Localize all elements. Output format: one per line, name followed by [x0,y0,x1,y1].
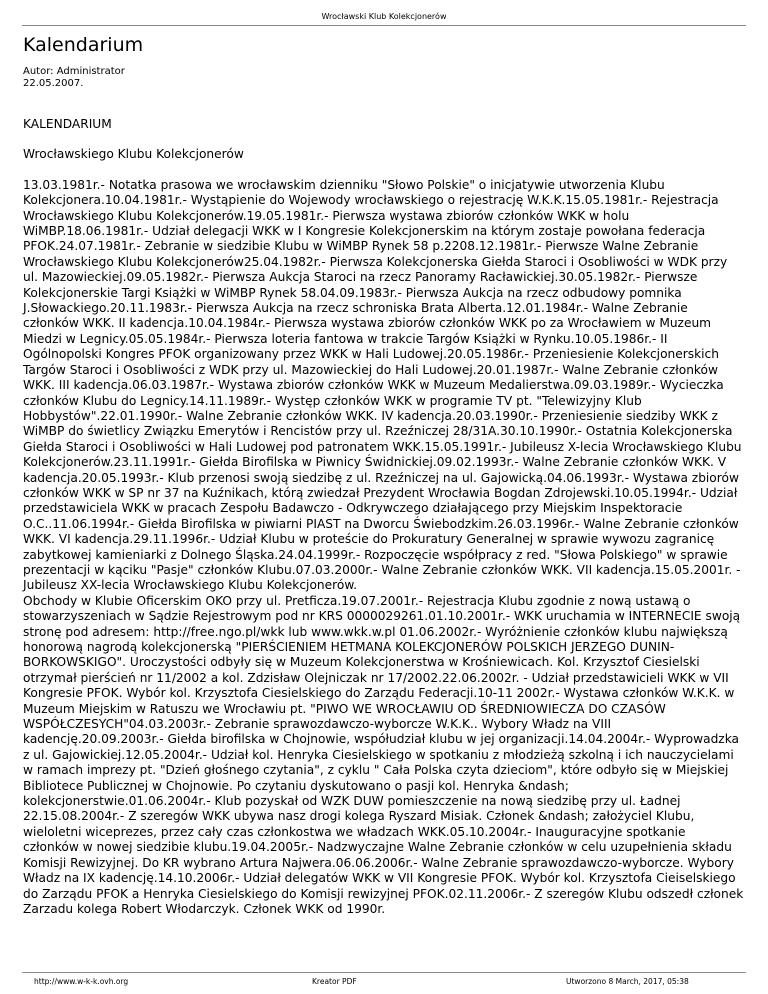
site-header: Wrocławski Klub Kolekcjonerów [321,12,447,21]
content-body: 13.03.1981r.- Notatka prasowa we wrocławskim dzienniku "Słowo Polskie" o inicjatywie utworzenia Klubu Kolekcjonera.10.04.1981r.- Wystąpienie do Wojewody wrocławskiego o rejestrację W.K.K.15.05.1981r.- Rejestracja Wrocławskiego Klubu Kolekcjonerów.19.05.1981r.- Pierwsza wystawa zbiorów członków WKK w holu WiMBP.18.06.1981r.- Udział delegacji WKK w I Kongresie Kolekcjonerskim na którym zostaje powołana federacja PFOK.24.07.1981r.- Zebranie w siedzibie Klubu w WiMBP Rynek 58 p.2208.12.1981r.- Pierwsze Walne Zebranie Wrocławskiego Klubu Kolekcjonerów25.04.1982r.- Pierwsza Kolekcjonerska Giełda Staroci i Osobliwości w WDK przy ul. Mazowieckiej.09.05.1982r.- Pierwsza Aukcja Staroci na rzecz Panoramy Racławickiej.30.05.1982r.- Pierwsze Kolekcjonerskie Targi Książki w WiMBP Rynek 58.04.09.1983r.- Pierwsza Aukcja na rzecz odbudowy pomnika J.Słowackiego.20.11.1983r.- Pierwsza Aukcja na rzecz schroniska Brata Alberta.12.01.1984r.- Walne Zebranie członków WKK. II kadencja.10.04.1984r.- Pierwsza wystawa zbiorów członków WKK po za Wrocławiem w Muzeum Miedzi w Legnicy.05.05.1984r.- Pierwsza loteria fantowa w trakcie Targów Książki w Rynku.10.05.1986r.- II Ogólnopolski Kongres PFOK organizowany przez WKK w Hali Ludowej.20.05.1986r.- Przeniesienie Kolekcjonerskich Targów Staroci i Osobliwości z WDK przy ul. Mazowieckiej do Hali Ludowej.20.01.1987r.- Walne Zebranie członków WKK. III kadencja.06.03.1987r.- Wystawa zbiorów członków WKK w Muzeum Medalierstwa.09.03.1989r.- Wycieczka członków Klubu do Legnicy.14.11.1989r.- Występ członków WKK w programie TV pt. "Telewizyjny Klub Hobbystów".22.01.1990r.- Walne Zebranie członków WKK. IV kadencja.20.03.1990r.- Przeniesienie siedziby WKK z WiMBP do świetlicy Związku Emerytów i Rencistów przy ul. Rzeźniczej 28/31A.30.10.1990r.- Ostatnia Kolekcjonerska Giełda Staroci i Osobliwości w Hali Ludowej pod patronatem WKK.15.05.1991r.- Jubileusz X-lecia Wrocławskiego Klubu Kolekcjonerów.23.11.1991r.- Giełda Birofilska w Piwnicy Świdnickiej.09.02.1993r.- Walne Zebranie członków WKK. V kadencja.20.05.1993r.- Klub przenosi swoją siedzibę z ul. Rzeźniczej na ul. Gajowicką.04.06.1993r.- Wystawa zbiorów członków WKK w SP nr 37 na Kuźnikach, którą zwiedzał Prezydent Wrocławia Bogdan Zdrojewski.10.05.1994r.- Udział przedstawiciela WKK w pracach Zespołu Badawczo - Odkrywczego działającego przy Miejskim Inspektoracie O.C..11.06.1994r.- Giełda Birofilska w piwiarni PIAST na Dworcu Świebodzkim.26.03.1996r.- Walne Zebranie członków WKK. VI kadencja.29.11.1996r.- Udział Klubu w proteście do Prokuratury Generalnej w sprawie wywozu zagranicę zabytkowej kamieniarki z Dolnego Śląska.24.04.1999r.- Rozpoczęcie współpracy z red. "Słowa Polskiego" w sprawie prezentacji w kąciku "Pasje" członków Klubu.07.03.2000r.- Walne Zebranie członków WKK. VII kadencja.15.05.2001r. - Jubileusz XX-lecia Wrocławskiego Klubu Kolekcjonerów. Obchody w Klubie Oficerskim OKO przy ul. Pretficza.19.07.2001r.- Rejestracja Klubu zgodnie z nową ustawą o stowarzyszeniach w Sądzie Rejestrowym pod nr KRS 0000029261.01.10.2001r.- WKK uruchamia w INTERNECIE swoją stronę pod adresem: http://free.ngo.pl/wkk lub www.wkk.w.pl 01.06.2002r.- Wyróżnienie członków klubu największą honorową nagrodą kolekcjonerską "PIERŚCIENIEM HETMANA KOLEKCJONERÓW POLSKICH JERZEGO DUNIN-BORKOWSKIGO". Uroczystości odbyły się w Muzeum Kolekcjonerstwa w Krośniewicach. Kol. Krzysztof Ciesielski otrzymał pierścień nr 11/2002 a kol. Zdzisław Olejniczak nr 17/2002.22.06.2002r. - Udział przedstawicieli WKK w VII Kongresie PFOK. Wybór kol. Krzysztofa Ciesielskiego do Zarządu Federacji.10-11 2002r.- Wystawa członków W.K.K. w Muzeum Miejskim w Ratuszu we Wrocławiu pt. "PIWO WE WROCŁAWIU OD ŚREDNIOWIECZA DO CZASÓW WSPÓŁCZESYCH"04.03.2003r.- Zebranie sprawozdawczo-wyborcze W.K.K.. Wybory Władz na VIII kadencję.20.09.2003r.- Giełda birofilska w Chojnowie, współudział klubu w jej organizacji.14.04.2004r.- Wyprowadzka z ul. Gajowickiej.12.05.2004r.- Udział kol. Henryka Ciesielskiego w spotkaniu z młodzieżą szkolną i ich nauczycielami w ramach imprezy pt. "Dzień głośnego czytania", z cyklu " Cała Polska czyta dzieciom", które odbyło się w Miejskiej Bibliotece Publicznej w Chojnowie. Po czytaniu dyskutowano o pasji kol. Henryka &ndash; kolekcjonerstwie.01.06.2004r.- Klub pozyskał od WZK DUW pomieszczenie na nową siedzibę przy ul. Ładnej 22.15.08.2004r.- Z szeregów WKK ubywa nasz drogi kolega Ryszard Misiak. Członek &ndash; założyciel Klubu, wieloletni wiceprezes, przez cały czas członkostwa we władzach WKK.05.10.2004r.- Inauguracyjne spotkanie członków w nowej siedzibie klubu.19.04.2005r.- Nadzwyczajne Walne Zebranie członków w celu uzupełnienia składu Komisji Rewizyjnej. Do KR wybrano Artura Najwera.06.06.2006r.- Walne Zebranie sprawozdawczo-wyborcze. Wybory Władz na IX kadencję.14.10.2006r.- Udział delegatów WKK w VII Kongresie PFOK. Wybór kol. Krzysztofa Cieiselskiego do Zarządu PFOK a Henryka Ciesielskiego do Komisji rewizyjnej PFOK.02.11.2006r.- Z szeregów Klubu odszedł członek Zarzadu kolega Robert Włodarczyk. Członek WKK od 1990r. [23,177,744,916]
author-line: Autor: Administrator [23,66,125,77]
header-divider [22,25,746,26]
footer-generator: Kreator PDF [312,977,357,986]
footer-created: Utworzono 8 March, 2017, 05:38 [566,977,689,986]
article-meta [23,66,125,90]
footer-divider [22,972,746,973]
article-title: Kalendarium [23,34,144,56]
footer-url: http://www.w-k-k.ovh.org [34,977,129,986]
content-subheading: Wrocławskiego Klubu Kolekcjonerów [23,147,244,162]
content-heading: KALENDARIUM [23,117,112,131]
article-content [23,117,745,917]
publish-date: 22.05.2007. [23,78,84,89]
